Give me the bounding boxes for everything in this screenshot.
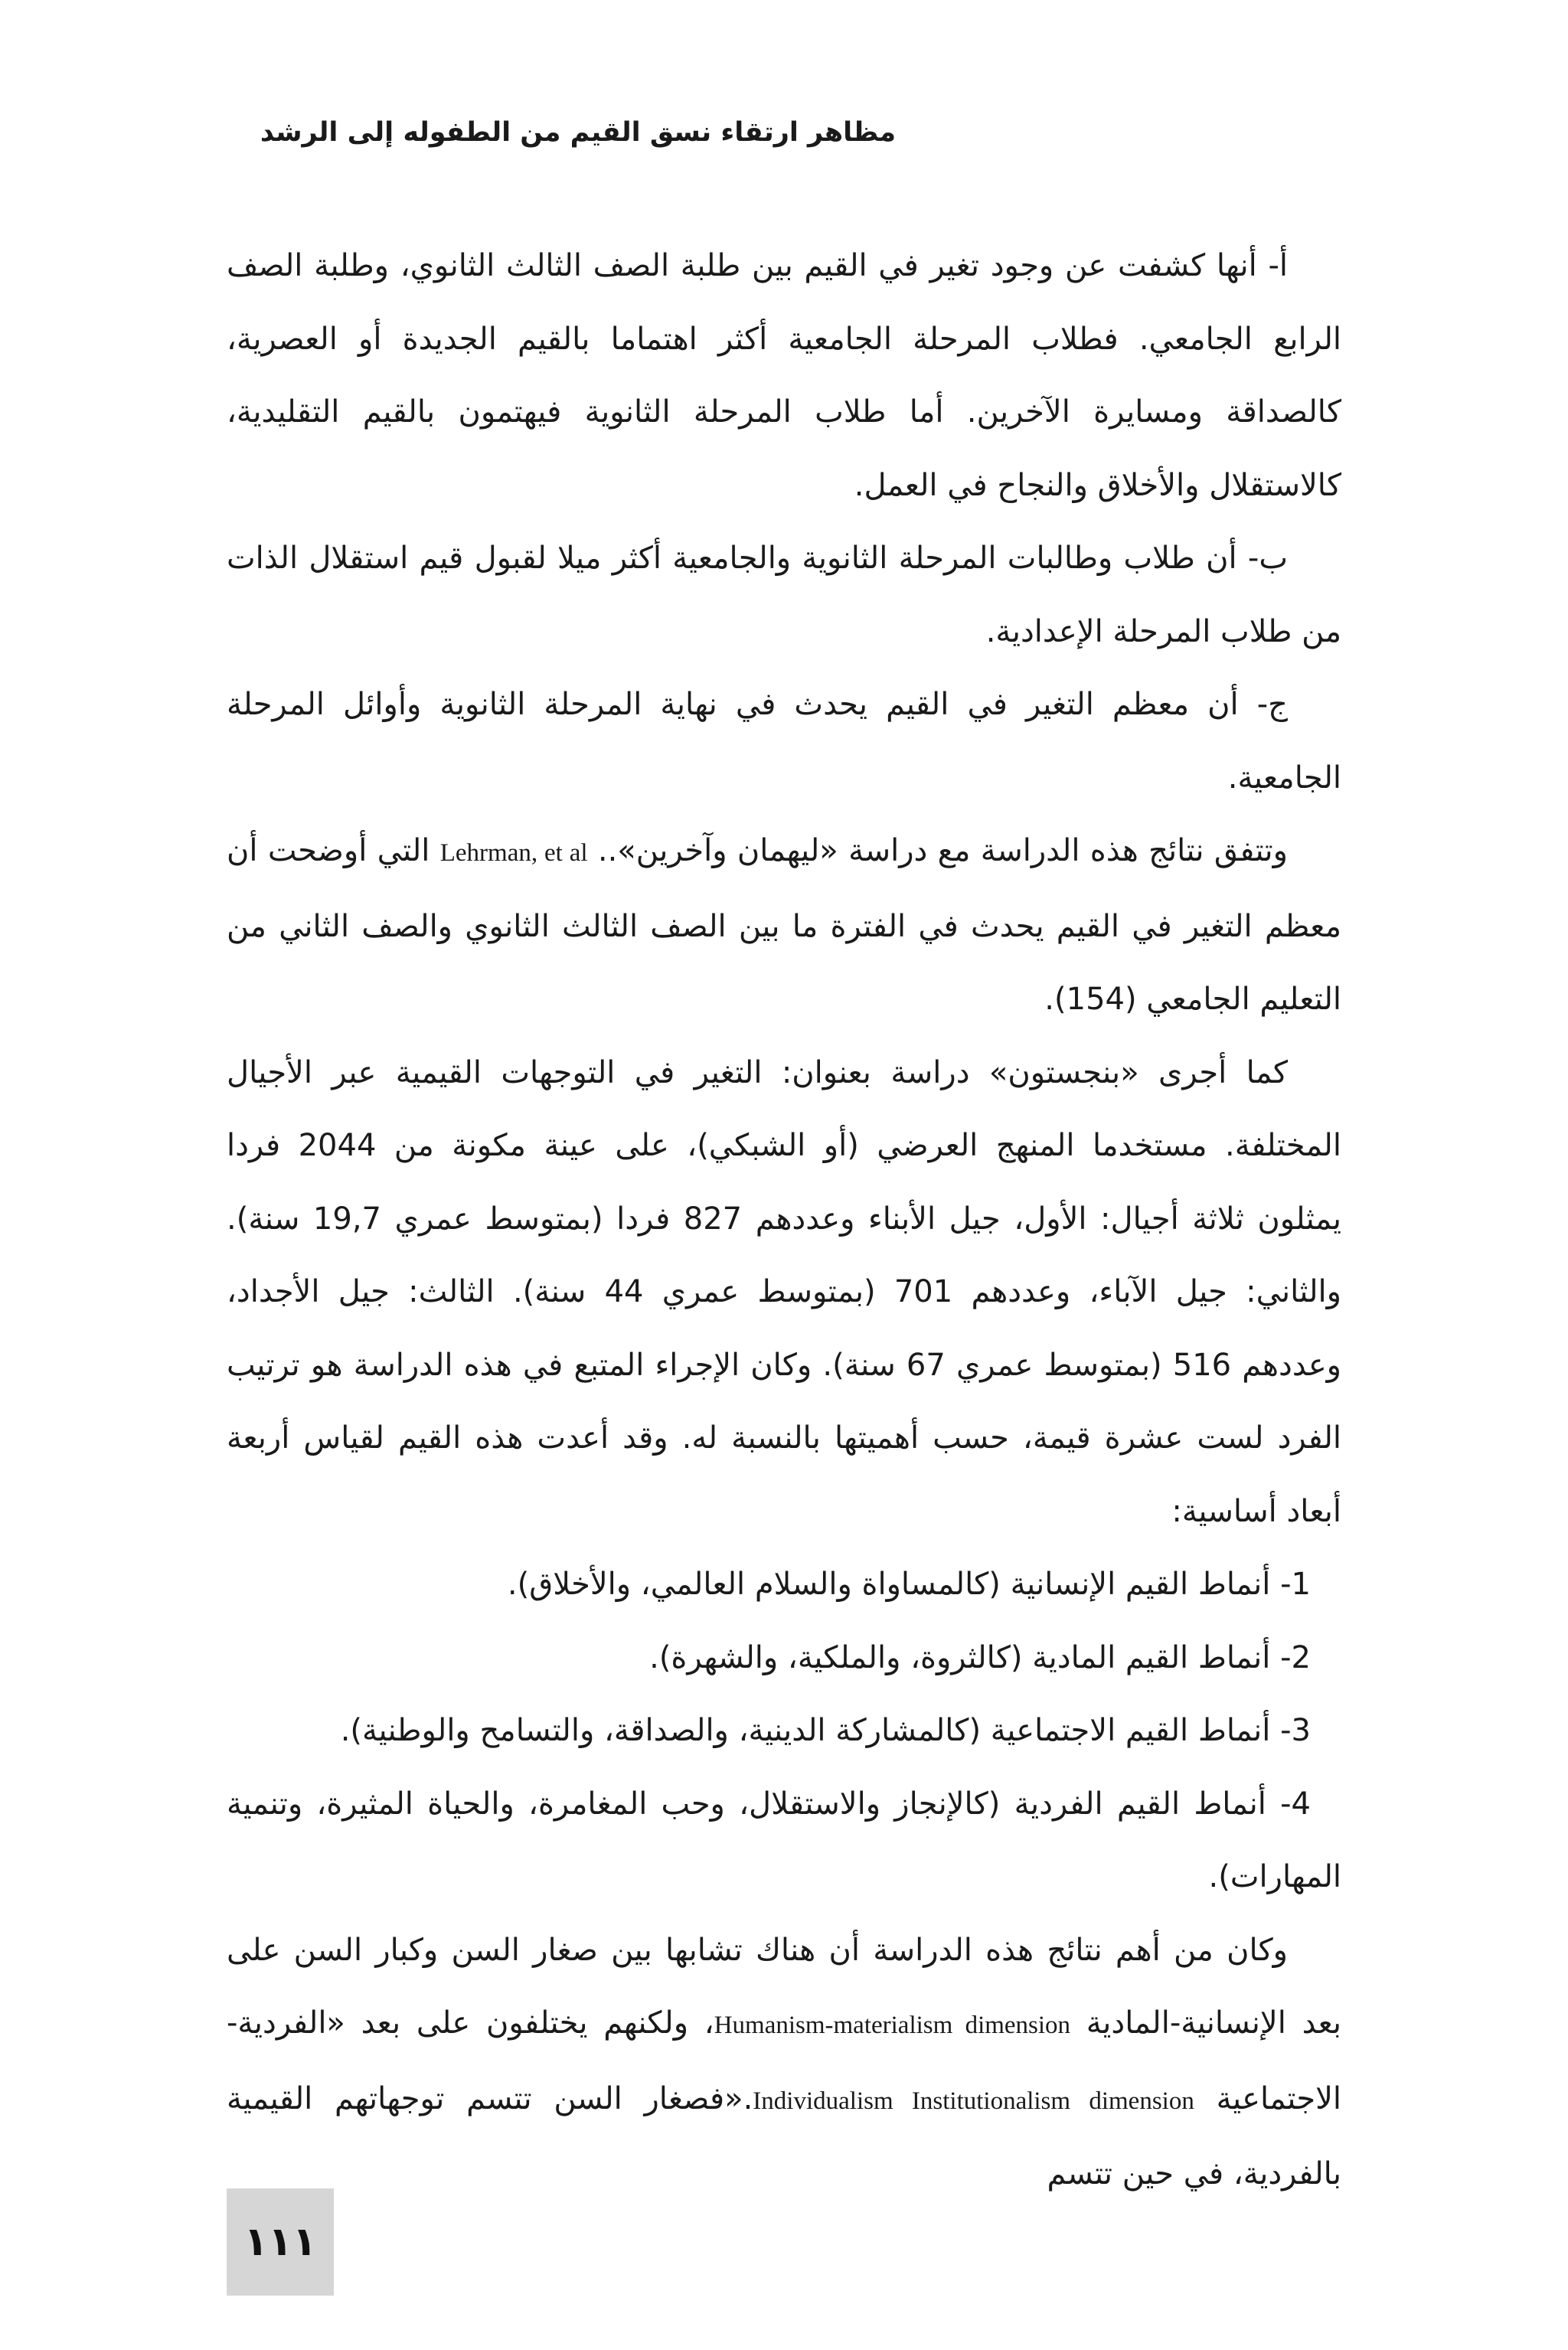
- page-number-box: [227, 2188, 334, 2296]
- lehrman-text-after: التي أوضحت أن معظم التغير في القيم يحدث في الفترة ما بين الصف الثالث الثانوي والصف الثاني من التعليم الجامعي (154).: [227, 833, 1341, 1017]
- list-item-social: 3- أنماط القيم الاجتماعية (كالمشاركة الدينية، والصداقة، والتسامح والوطنية).: [340, 1713, 1311, 1748]
- paragraph-finding-b: ب- أن طلاب وطالبات المرحلة الثانوية والجامعية أكثر ميلا لقبول قيم استقلال الذات من طلاب المرحلة الإعدادية.: [227, 541, 1341, 649]
- paragraph-finding-a: أ- أنها كشفت عن وجود تغير في القيم بين طلبة الصف الثالث الثانوي، وطلبة الصف الرابع الجامعي. فطلاب المرحلة الجامعية أكثر اهتماما بالقيم الجديدة أو العصرية، كالصداقة ومسايرة الآخرين. أما طلاب المرحلة الثانوية فيهتمون بالقيم التقليدية، كالاستقلال والأخلاق والنجاح في العمل.: [227, 248, 1341, 503]
- list-item-individual: 4- أنماط القيم الفردية (كالإنجاز والاستقلال، وحب المغامرة، والحياة المثيرة، وتنمية المهارات).: [227, 1786, 1341, 1894]
- paragraph-finding-c: ج- أن معظم التغير في القيم يحدث في نهاية المرحلة الثانوية وأوائل المرحلة الجامعية.: [227, 687, 1341, 796]
- body-text: [227, 230, 1341, 2211]
- paragraph-lehrman: [227, 815, 1341, 1037]
- list-item-material: 2- أنماط القيم المادية (كالثروة، والملكية، والشهرة).: [649, 1639, 1311, 1675]
- paragraph-bengtson: كما أجرى «بنجستون» دراسة بعنوان: التغير في التوجهات القيمية عبر الأجيال المختلفة. مستخدما المنهج العرضي (أو الشبكي)، على عينة مكونة من 2044 فردا يمثلون ثلاثة أجيال: الأول، جيل الأبناء وعددهم 827 فردا (بمتوسط عمري 19,7 سنة). والثاني: جيل الآباء، وعددهم 701 (بمتوسط عمري 44 سنة). الثالث: جيل الأجداد، وعددهم 516 (بمتوسط عمري 67 سنة). وكان الإجراء المتبع في هذه الدراسة هو ترتيب الفرد لست عشرة قيمة، حسب أهميتها بالنسبة له. وقد أعدت هذه القيم لقياس أربعة أبعاد أساسية:: [227, 1054, 1341, 1529]
- lehrman-text-before: وتتفق نتائج هذه الدراسة مع دراسة «ليهمان وآخرين»..: [587, 833, 1288, 868]
- running-header: مظاهر ارتقاء نسق القيم من الطفوله إلى الرشد: [260, 117, 896, 148]
- results-text-2: ، ولكنهم يختلفون على بعد «الفردية-الاجتماعية: [227, 2005, 1342, 2116]
- results-text-3: .«فصغار السن تتسم توجهاتهم القيمية بالفردية، في حين تتسم: [227, 2080, 1341, 2191]
- results-latin-individualism: Individualism Institutionalism dimension: [753, 2087, 1194, 2115]
- results-text-1: وكان من أهم نتائج هذه الدراسة أن هناك تشابها بين صغار السن وكبار السن على بعد الإنسانية-المادية: [227, 1932, 1341, 2041]
- lehrman-latin-name: Lehrman, et al: [439, 839, 588, 867]
- results-latin-humanism: Humanism-materialism dimension: [714, 2012, 1071, 2039]
- list-item-humanitarian: 1- أنماط القيم الإنسانية (كالمساواة والسلام العالمي، والأخلاق).: [507, 1567, 1311, 1602]
- paragraph-results: [227, 1914, 1341, 2211]
- page-number: ١١١: [243, 2219, 317, 2265]
